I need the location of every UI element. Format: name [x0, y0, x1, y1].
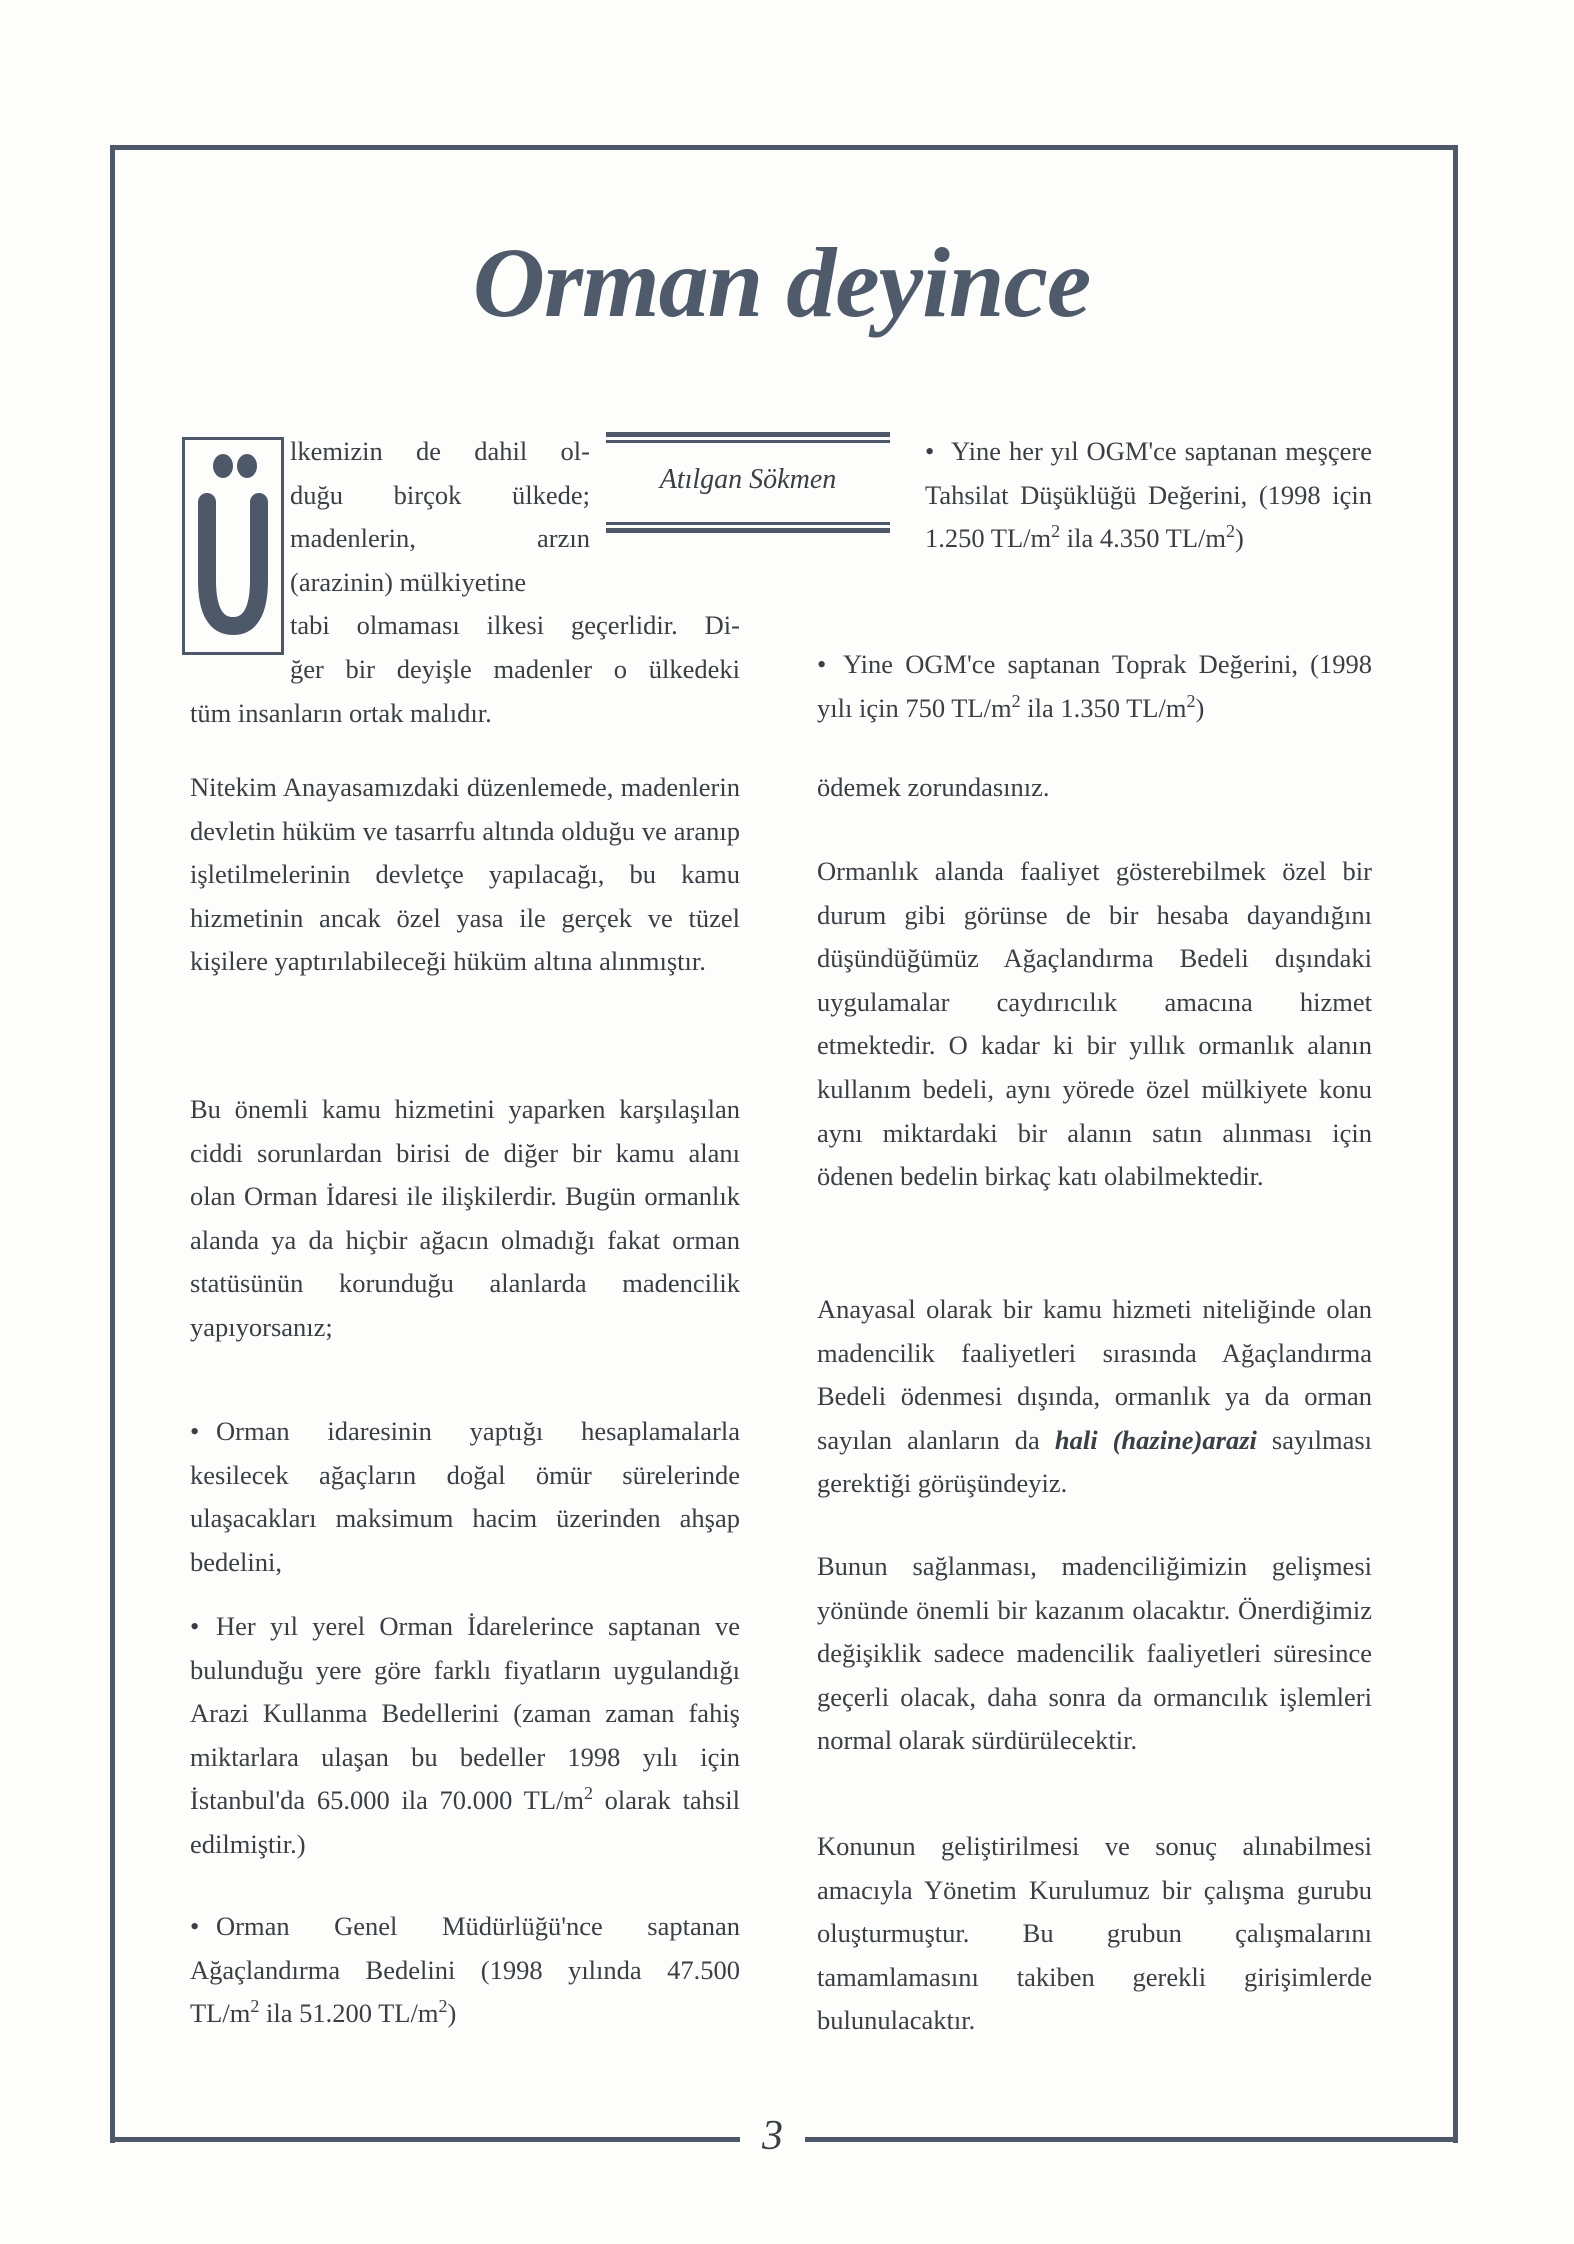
right-column-p7 [817, 1825, 1372, 2043]
right-column-p3 [817, 766, 1372, 810]
byline [606, 432, 890, 534]
left-column [190, 766, 740, 984]
exponent: 2 [1011, 690, 1021, 711]
paragraph-benefit: Bunun sağlanması, madenciliğimizin gelişmesi yönünde önemli bir kazanım olacaktır. Önerdiğimiz değişiklik sadece madencilik faaliyetleri süresince geçerli olacak, daha sonra da ormancılık işlemleri normal olarak sürdürülecektir. [817, 1551, 1372, 1756]
author-name: Atılgan Sökmen [659, 464, 837, 495]
bullet-timber-value: • Orman idaresinin yaptığı hesaplamalarla kesilecek ağaçların doğal ömür sürelerinde ulaşacakları maksimum hacim üzerinden ahşap bedelini, [190, 1410, 740, 1584]
text-mid: ila 4.350 [1060, 523, 1166, 554]
left-column-p3 [190, 1410, 740, 1584]
intro-line: duğu birçok ülkede; [290, 479, 590, 510]
paragraph-constitutional-view [817, 1288, 1372, 1506]
paragraph-working-group: Konunun geliştirilmesi ve sonuç alınabilmesi amacıyla Yönetim Kurulumuz bir çalışma gurubu oluşturmuştur. Bu grubun çalışmalarını tamamlamasını takiben gerekli girişimlerde bulunulacaktır. [817, 1831, 1372, 2036]
bullet-soil-value [817, 643, 1372, 730]
exponent: 2 [1051, 521, 1061, 542]
bullet-land-use-fees [190, 1605, 740, 1867]
footer-rule-right [805, 2137, 1453, 2142]
page-number: 3 [762, 2113, 783, 2159]
text: Orman Genel Müdürlüğü'nce saptanan Ağaçlandırma Bedelini (1998 yılında 47.500 [190, 1911, 740, 1985]
text-tail: sayılması gerektiği görüşündeyiz. [817, 1424, 1373, 1499]
text-mid: ila 1.350 [1020, 692, 1127, 723]
bullet-afforestation-fee [190, 1905, 740, 2036]
exponent: 2 [1226, 521, 1236, 542]
unit: TL/m [378, 1998, 439, 2029]
intro-line: (arazinin) mülkiyetine [290, 566, 527, 597]
bullet-stand-value [925, 430, 1372, 561]
right-column-p2 [817, 643, 1372, 730]
intro-line: ğer bir deyişle madenler o ülkedeki [290, 653, 740, 684]
emphasis-text: hali (hazine)arazi [1054, 1424, 1257, 1455]
intro-line: lkemizin de dahil ol- [290, 436, 590, 466]
text: Her yıl yerel Orman İdarelerince saptanan ve bulunduğu yere göre farklı fiyatların uygulandığı Arazi Kullanma Bedellerini (zaman zaman fahiş miktarlara ulaşan bu bedeller 1998 yılı için İstanbul'da 65.000 ila 70.000 [190, 1611, 740, 1816]
intro-line: tabi olmaması ilkesi geçerlidir. Di- [290, 610, 740, 641]
unit: TL/m [951, 692, 1012, 723]
paragraph-forest-administration: Bu önemli kamu hizmetini yaparken karşılaşılan ciddi sorunlardan birisi de diğer bir kamu alanı olan Orman İdaresi ile ilişkilerdir. Bugün ormanlık alanda ya da hiçbir ağacın olmadığı fakat orman statüsünün korunduğu alanlarda madencilik yapıyorsanız; [190, 1094, 740, 1342]
byline-rule-top [606, 432, 890, 444]
text: Yine her yıl OGM'ce saptanan meşçere Tahsilat Düşüklüğü Değerini, (1998 için 1.250 [925, 436, 1372, 554]
closing-line: ödemek zorundasınız. [817, 772, 1050, 802]
text: Yine OGM'ce saptanan Toprak Değerini, (1998 yılı için 750 [817, 649, 1372, 723]
right-column-p1 [925, 430, 1372, 561]
left-column-p2 [190, 1088, 740, 1350]
paragraph-constitution: Nitekim Anayasamızdaki düzenlemede, madenlerin devletin hüküm ve tasarrfu altında olduğu ve aranıp işletilmelerinin devletçe yapılacağı, bu kamu hizmetinin ancak özel yasa ile gerçek ve tüzel kişilere yaptırılabileceği hüküm altına alınmıştır. [190, 772, 740, 977]
unit: TL/m [1126, 692, 1187, 723]
unit: TL/m [990, 523, 1052, 554]
unit: TL/m [523, 1785, 584, 1816]
text-tail: olarak tahsil edilmiştir.) [190, 1785, 740, 1859]
right-column-p4 [817, 850, 1372, 1199]
unit: TL/m [190, 1998, 251, 2029]
text-tail: ) [1195, 692, 1205, 723]
text-tail: ) [447, 1998, 457, 2029]
intro-line: tüm insanların ortak malıdır. [190, 697, 492, 728]
exponent: 2 [584, 1783, 593, 1804]
intro-line: madenlerin, arzın [290, 523, 590, 554]
article-title: Orman deyince [472, 227, 1091, 338]
left-column-p5 [190, 1905, 740, 2036]
text: Anayasal olarak bir kamu hizmeti niteliğinde olan madencilik faaliyetleri sırasında Ağaçlandırma Bedeli ödenmesi dışında, ormanlık ya da orman sayılan alanların da [817, 1294, 1372, 1455]
exponent: 2 [250, 1996, 260, 2017]
paragraph-cost: Ormanlık alanda faaliyet gösterebilmek özel bir durum gibi görünse de bir hesaba dayandığını düşündüğümüz Ağaçlandırma Bedeli dışındaki uygulamalar caydırıcılık amacına hizmet etmektedir. O kadar ki bir yıllık ormanlık alanın kullanım bedeli, aynı yörede özel mülkiyete konu aynı miktardaki bir alanın satın alınması için ödenen bedelin birkaç katı olabilmektedir. [817, 856, 1372, 1192]
footer-rule-left [110, 2137, 740, 2142]
unit: TL/m [1165, 523, 1227, 554]
text-mid: ila 51.200 [259, 1998, 379, 2029]
left-column-p4 [190, 1605, 740, 1867]
text-tail: ) [1235, 523, 1244, 554]
right-column-p6 [817, 1545, 1372, 1763]
right-column-p5 [817, 1288, 1372, 1506]
byline-rule-bottom [606, 522, 890, 534]
exponent: 2 [1186, 690, 1196, 711]
exponent: 2 [438, 1996, 448, 2017]
